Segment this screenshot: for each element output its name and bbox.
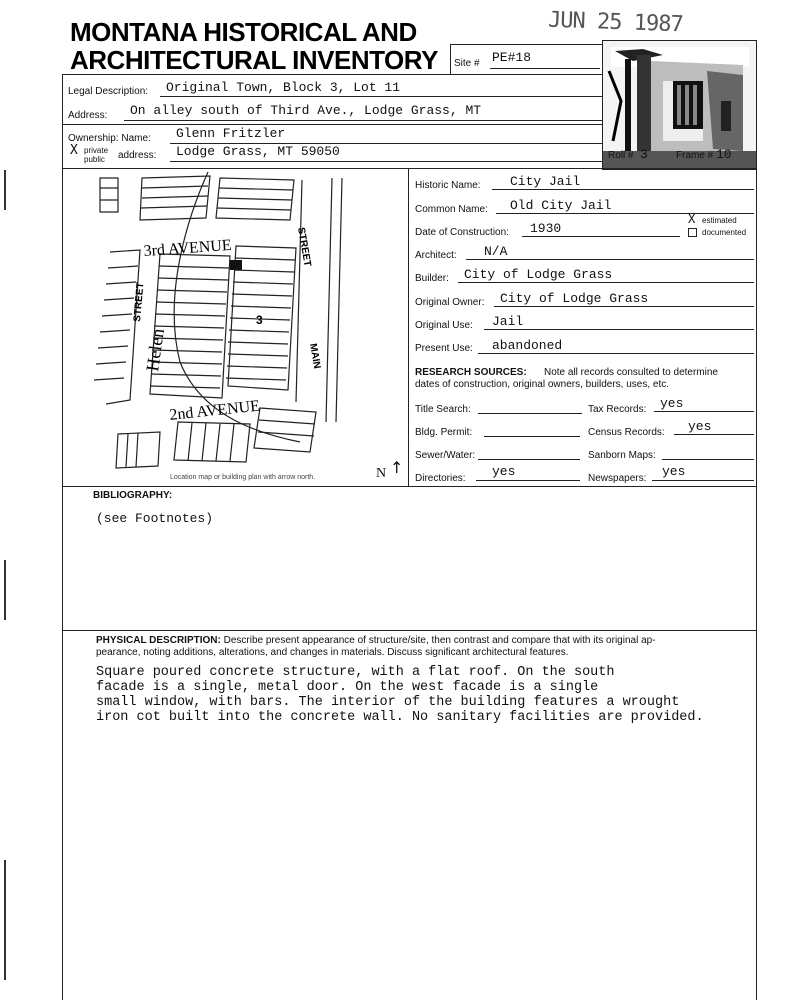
estimated-check-mark[interactable]: X	[688, 212, 696, 226]
historic-name-value[interactable]: City Jail	[510, 174, 581, 189]
physical-description-heading: PHYSICAL DESCRIPTION:	[96, 635, 221, 646]
present-use-label: Present Use:	[415, 343, 473, 354]
original-owner-label: Original Owner:	[415, 297, 485, 308]
legal-description-value[interactable]: Original Town, Block 3, Lot 11	[166, 80, 401, 95]
common-name-label: Common Name:	[415, 204, 488, 215]
research-sources-note-2: dates of construction, original owners, builders, uses, etc.	[415, 379, 670, 390]
tax-records-value[interactable]: yes	[660, 396, 684, 411]
received-date-stamp: JUN 25 1987	[547, 7, 684, 38]
owner-address-label: address:	[118, 150, 157, 161]
directories-value[interactable]: yes	[492, 464, 516, 479]
common-name-value[interactable]: Old City Jail	[510, 198, 612, 213]
physical-description-instructions-2: pearance, noting additions, alterations, and changes in materials. Discuss significant architectural features.	[96, 647, 569, 658]
site-label: Site #	[454, 58, 480, 69]
location-map	[70, 172, 404, 472]
form-title-line2: ARCHITECTURAL INVENTORY	[70, 45, 438, 75]
north-arrow-icon: ↑	[390, 458, 404, 477]
physical-description-instructions-1: Describe present appearance of structure/site, then contrast and compare that with its original ap-	[223, 635, 656, 646]
map-label-3rd-avenue: 3rd AVENUE	[143, 236, 233, 260]
physical-description-instructions	[96, 635, 656, 646]
map-label-block: 3	[256, 313, 263, 327]
owner-name-value[interactable]: Glenn Fritzler	[176, 126, 286, 141]
historic-name-label: Historic Name:	[415, 180, 481, 191]
legal-description-label: Legal Description:	[68, 86, 149, 97]
sewer-water-label: Sewer/Water:	[415, 450, 476, 461]
scan-mark	[4, 560, 6, 620]
roll-value[interactable]: 3	[640, 147, 648, 162]
date-of-construction-label: Date of Construction:	[415, 227, 509, 238]
newspapers-value[interactable]: yes	[662, 464, 686, 479]
estimated-label: estimated	[702, 216, 737, 225]
map-label-street-left: STREET	[132, 281, 147, 323]
public-label: public	[84, 155, 105, 164]
newspapers-label: Newspapers:	[588, 473, 647, 484]
research-sources-heading: RESEARCH SOURCES:	[415, 367, 527, 378]
builder-value[interactable]: City of Lodge Grass	[464, 267, 613, 282]
documented-checkbox[interactable]	[688, 228, 697, 237]
original-use-value[interactable]: Jail	[492, 314, 524, 329]
date-of-construction-value[interactable]: 1930	[530, 221, 562, 236]
sanborn-maps-label: Sanborn Maps:	[588, 450, 656, 461]
physical-description-line-2[interactable]: facade is a single, metal door. On the west facade is a single	[96, 680, 599, 695]
map-label-helen: Helen	[142, 327, 168, 373]
scan-mark	[4, 860, 6, 980]
north-label: N	[376, 466, 387, 481]
private-check-mark[interactable]: X	[70, 143, 78, 158]
census-records-label: Census Records:	[588, 427, 665, 438]
scan-mark	[4, 170, 6, 210]
census-records-value[interactable]: yes	[688, 419, 712, 434]
original-owner-value[interactable]: City of Lodge Grass	[500, 291, 649, 306]
map-label-main: MAIN	[307, 342, 323, 370]
roll-label: Roll #	[608, 150, 634, 161]
owner-address-value[interactable]: Lodge Grass, MT 59050	[176, 144, 340, 159]
form-title-line1: MONTANA HISTORICAL AND	[70, 17, 417, 47]
title-search-label: Title Search:	[415, 404, 471, 415]
bldg-permit-label: Bldg. Permit:	[415, 427, 473, 438]
architect-value[interactable]: N/A	[484, 244, 508, 259]
physical-description-line-4[interactable]: iron cot built into the concrete wall. No sanitary facilities are provided.	[96, 710, 704, 725]
frame-value[interactable]: 10	[716, 147, 732, 162]
bibliography-text[interactable]: (see Footnotes)	[96, 511, 214, 526]
address-value[interactable]: On alley south of Third Ave., Lodge Grass, MT	[130, 103, 482, 118]
address-label: Address:	[68, 110, 108, 121]
private-label: private	[84, 146, 109, 155]
map-caption: Location map or building plan with arrow north.	[170, 474, 316, 481]
tax-records-label: Tax Records:	[588, 404, 647, 415]
physical-description-line-1[interactable]: Square poured concrete structure, with a flat roof. On the south	[96, 665, 615, 680]
physical-description-line-3[interactable]: small window, with bars. The interior of the building features a wrought	[96, 695, 680, 710]
directories-label: Directories:	[415, 473, 466, 484]
map-label-street-right: STREET	[295, 226, 313, 268]
frame-label: Frame #	[676, 150, 714, 161]
documented-label: documented	[702, 228, 747, 237]
research-sources-note: Note all records consulted to determine	[544, 367, 718, 378]
present-use-value[interactable]: abandoned	[492, 338, 563, 353]
architect-label: Architect:	[415, 250, 457, 261]
map-label-2nd-avenue: 2nd AVENUE	[168, 397, 261, 424]
original-use-label: Original Use:	[415, 320, 473, 331]
builder-label: Builder:	[415, 273, 449, 284]
location-map-drawing	[70, 172, 404, 472]
bibliography-heading: BIBLIOGRAPHY:	[93, 490, 173, 501]
ownership-name-label: Ownership: Name:	[68, 133, 151, 144]
site-number[interactable]: PE#18	[492, 50, 532, 65]
